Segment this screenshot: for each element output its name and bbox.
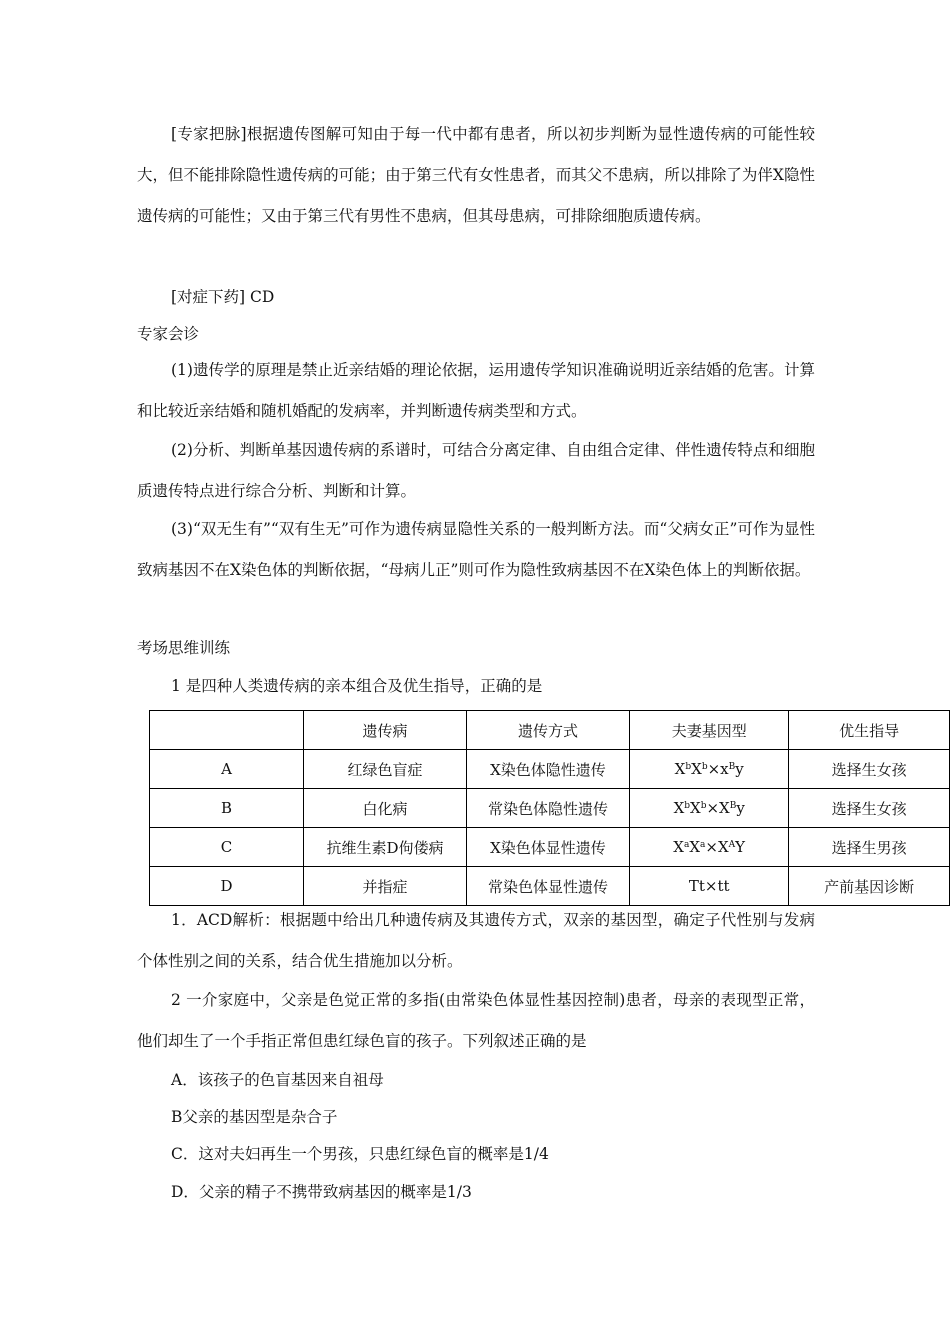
table-header-cell: 夫妻基因型	[630, 711, 789, 750]
mode-cell: X染色体显性遗传	[466, 828, 629, 867]
table-row	[150, 750, 950, 789]
section-heading-expert-consult: 专家会诊	[137, 325, 200, 343]
table-row	[150, 828, 950, 867]
genetic-disease-table	[149, 710, 950, 906]
table-header-row	[150, 711, 950, 750]
table-header-cell	[150, 711, 304, 750]
genotype-cell: $X^aX^a\times X^AY$	[630, 828, 789, 867]
section-heading-exam-training: 考场思维训练	[137, 639, 231, 657]
row-label: D	[150, 867, 304, 906]
genotype-cell: $X^bX^b\times x^By$	[630, 750, 789, 789]
option-d: D．父亲的精子不携带致病基因的概率是1/3	[171, 1183, 472, 1201]
genotype-cell: Tt×tt	[630, 867, 789, 906]
question-1: 1 是四种人类遗传病的亲本组合及优生指导，正确的是	[171, 677, 543, 695]
row-label: A	[150, 750, 304, 789]
consult-point-1: (1)遗传学的原理是禁止近亲结婚的理论依据，运用遗传学知识准确说明近亲结婚的危害。计算和比较近亲结婚和随机婚配的发病率，并判断遗传病类型和方式。	[137, 361, 815, 420]
table-header-cell: 遗传病	[304, 711, 467, 750]
consult-point-2: (2)分析、判断单基因遗传病的系谱时，可结合分离定律、自由组合定律、伴性遗传特点和细胞质遗传特点进行综合分析、判断和计算。	[137, 441, 815, 500]
genotype-cell: $X^bX^b\times X^By$	[630, 789, 789, 828]
advice-cell: 选择生女孩	[789, 789, 950, 828]
option-a: A．该孩子的色盲基因来自祖母	[171, 1071, 384, 1089]
row-label: C	[150, 828, 304, 867]
disease-cell: 抗维生素D佝偻病	[304, 828, 467, 867]
advice-cell: 产前基因诊断	[789, 867, 950, 906]
disease-cell: 白化病	[304, 789, 467, 828]
mode-cell: X染色体隐性遗传	[466, 750, 629, 789]
advice-cell: 选择生男孩	[789, 828, 950, 867]
option-c: C．这对夫妇再生一个男孩，只患红绿色盲的概率是1/4	[171, 1145, 549, 1163]
disease-cell: 红绿色盲症	[304, 750, 467, 789]
consult-point-3: (3)“双无生有”“双有生无”可作为遗传病显隐性关系的一般判断方法。而“父病女正”可作为显性致病基因不在X染色体的判断依据，“母病儿正”则可作为隐性致病基因不在X染色体上的判断依据。	[137, 520, 815, 579]
question-2: 2 一介家庭中，父亲是色觉正常的多指(由常染色体显性基因控制)患者，母亲的表现型正常，他们却生了一个手指正常但患红绿色盲的孩子。下列叙述正确的是	[137, 991, 815, 1050]
table-header-cell: 遗传方式	[466, 711, 629, 750]
advice-cell: 选择生女孩	[789, 750, 950, 789]
answer-line: [对症下药] CD	[171, 288, 275, 306]
table-header-cell: 优生指导	[789, 711, 950, 750]
option-b: B父亲的基因型是杂合子	[171, 1108, 338, 1126]
row-label: B	[150, 789, 304, 828]
disease-cell: 并指症	[304, 867, 467, 906]
mode-cell: 常染色体隐性遗传	[466, 789, 629, 828]
table-row	[150, 789, 950, 828]
answer-1-analysis: 1．ACD解析：根据题中给出几种遗传病及其遗传方式，双亲的基因型，确定子代性别与发病个体性别之间的关系，结合优生措施加以分析。	[137, 911, 815, 970]
mode-cell: 常染色体显性遗传	[466, 867, 629, 906]
expert-analysis-paragraph: [专家把脉]根据遗传图解可知由于每一代中都有患者，所以初步判断为显性遗传病的可能性较大，但不能排除隐性遗传病的可能；由于第三代有女性患者，而其父不患病，所以排除了为伴X隐性遗传病的可能性；又由于第三代有男性不患病，但其母患病，可排除细胞质遗传病。	[137, 125, 815, 225]
